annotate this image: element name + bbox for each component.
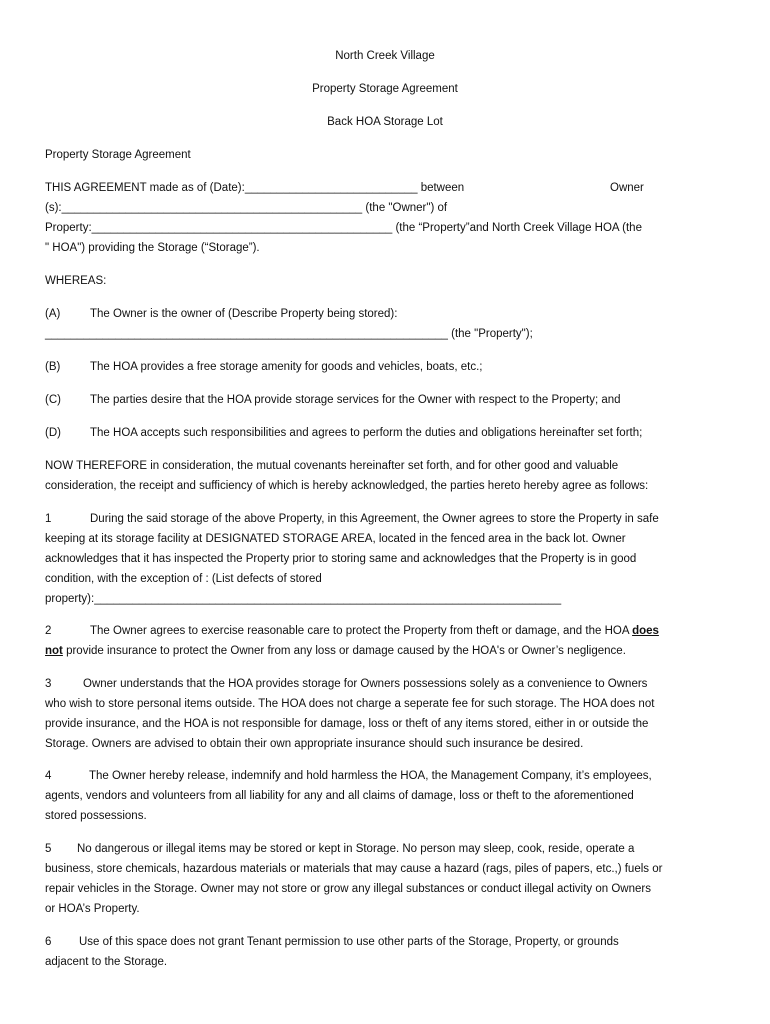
intro-line-1: [45, 181, 464, 195]
clause-4-line-3: stored possessions.: [45, 810, 147, 822]
intro-line-2: (s):_______________________________________________ (the "Owner") of: [45, 202, 448, 214]
clause-1-line-5: property):_________________________________________________________________________: [45, 593, 562, 605]
clause-3-number: 3: [45, 678, 52, 690]
clause-5-number: 5: [45, 843, 52, 855]
clause-1-line-2: keeping at its storage facility at DESIGNATED STORAGE AREA, located in the fenced area in the back lot. Owner: [45, 533, 626, 545]
intro-line-3: Property:_______________________________________________ (the “Property”and North Creek Village HOA (the: [45, 222, 642, 234]
clause-2-line-1: [90, 624, 659, 638]
clause-4-line-2: agents, vendors and volunteers from all liability for any and all claims of damage, loss or theft to the aforementioned: [45, 790, 634, 802]
clause-3-line-2: who wish to store personal items outside. The HOA does not charge a seperate fee for such storage. The HOA does not: [45, 698, 655, 710]
recital-c-label: (C): [45, 394, 61, 406]
clause-2-line-2: [45, 644, 626, 658]
intro-date-text: THIS AGREEMENT made as of (Date):___________________________ between: [45, 182, 465, 194]
clause-3-line-3: provide insurance, and the HOA is not responsible for damage, loss or theft of any items stored, either in or outside the: [45, 718, 649, 730]
now-therefore-line-2: consideration, the receipt and sufficiency of which is hereby acknowledged, the parties hereto hereby agree as follows:: [45, 480, 649, 492]
document-title: Property Storage Agreement: [312, 83, 458, 95]
clause-5-line-3: repair vehicles in the Storage. Owner may not store or grow any illegal substances or conduct illegal activity on Owners: [45, 883, 651, 895]
community-name: North Creek Village: [335, 50, 435, 62]
recital-a-label: (A): [45, 308, 61, 320]
clause-6-number: 6: [45, 936, 52, 948]
recital-d-label: (D): [45, 427, 61, 439]
clause-5-line-1: No dangerous or illegal items may be stored or kept in Storage. No person may sleep, cook, reside, operate a: [77, 843, 635, 855]
section-title: Property Storage Agreement: [45, 149, 191, 161]
clause-2-emphasis-not: not: [45, 645, 63, 657]
clause-2-text-a: The Owner agrees to exercise reasonable care to protect the Property from theft or damage, and the HOA: [90, 625, 633, 637]
recital-c-text: The parties desire that the HOA provide storage services for the Owner with respect to the Property; and: [90, 394, 621, 406]
recital-a-line-2: _______________________________________________________________ (the "Property");: [45, 328, 533, 340]
clause-2-text-b: provide insurance to protect the Owner from any loss or damage caused by the HOA's or Owner’s negligence.: [62, 645, 626, 657]
recital-a-text: The Owner is the owner of (Describe Property being stored):: [90, 308, 398, 320]
recital-b-text: The HOA provides a free storage amenity for goods and vehicles, boats, etc.;: [90, 361, 483, 373]
clause-4-number: 4: [45, 770, 52, 782]
document-subtitle: Back HOA Storage Lot: [327, 116, 443, 128]
clause-2-number: 2: [45, 625, 52, 637]
intro-owner-word: Owner: [610, 182, 644, 194]
clause-5-line-2: business, store chemicals, hazardous materials or materials that may cause a hazard (rags, piles of papers, etc.,) fuels or: [45, 863, 663, 875]
clause-1-line-4: condition, with the exception of : (List defects of stored: [45, 573, 322, 585]
clause-3-line-4: Storage. Owners are advised to obtain their own appropriate insurance should such insurance be desired.: [45, 738, 584, 750]
clause-1-line-3: acknowledges that it has inspected the Property prior to storing same and acknowledges that the Property is in good: [45, 553, 637, 565]
clause-1-line-1: During the said storage of the above Property, in this Agreement, the Owner agrees to store the Property in safe: [90, 513, 659, 525]
clause-4-line-1: The Owner hereby release, indemnify and hold harmless the HOA, the Management Company, it’s employees,: [89, 770, 652, 782]
recital-d-text: The HOA accepts such responsibilities and agrees to perform the duties and obligations hereinafter set forth;: [90, 427, 643, 439]
whereas-heading: WHEREAS:: [45, 275, 107, 287]
clause-6-line-1: Use of this space does not grant Tenant permission to use other parts of the Storage, Property, or grounds: [79, 936, 619, 948]
recital-b-label: (B): [45, 361, 61, 373]
clause-5-line-4: or HOA’s Property.: [45, 903, 140, 915]
clause-6-line-2: adjacent to the Storage.: [45, 956, 168, 968]
clause-2-emphasis-does: does: [632, 625, 659, 637]
now-therefore-line-1: NOW THEREFORE in consideration, the mutual covenants hereinafter set forth, and for other good and valuable: [45, 460, 619, 472]
intro-line-4: " HOA") providing the Storage (“Storage”).: [45, 242, 260, 254]
clause-3-line-1: Owner understands that the HOA provides storage for Owners possessions solely as a convenience to Owners: [83, 678, 648, 690]
clause-1-number: 1: [45, 513, 52, 525]
